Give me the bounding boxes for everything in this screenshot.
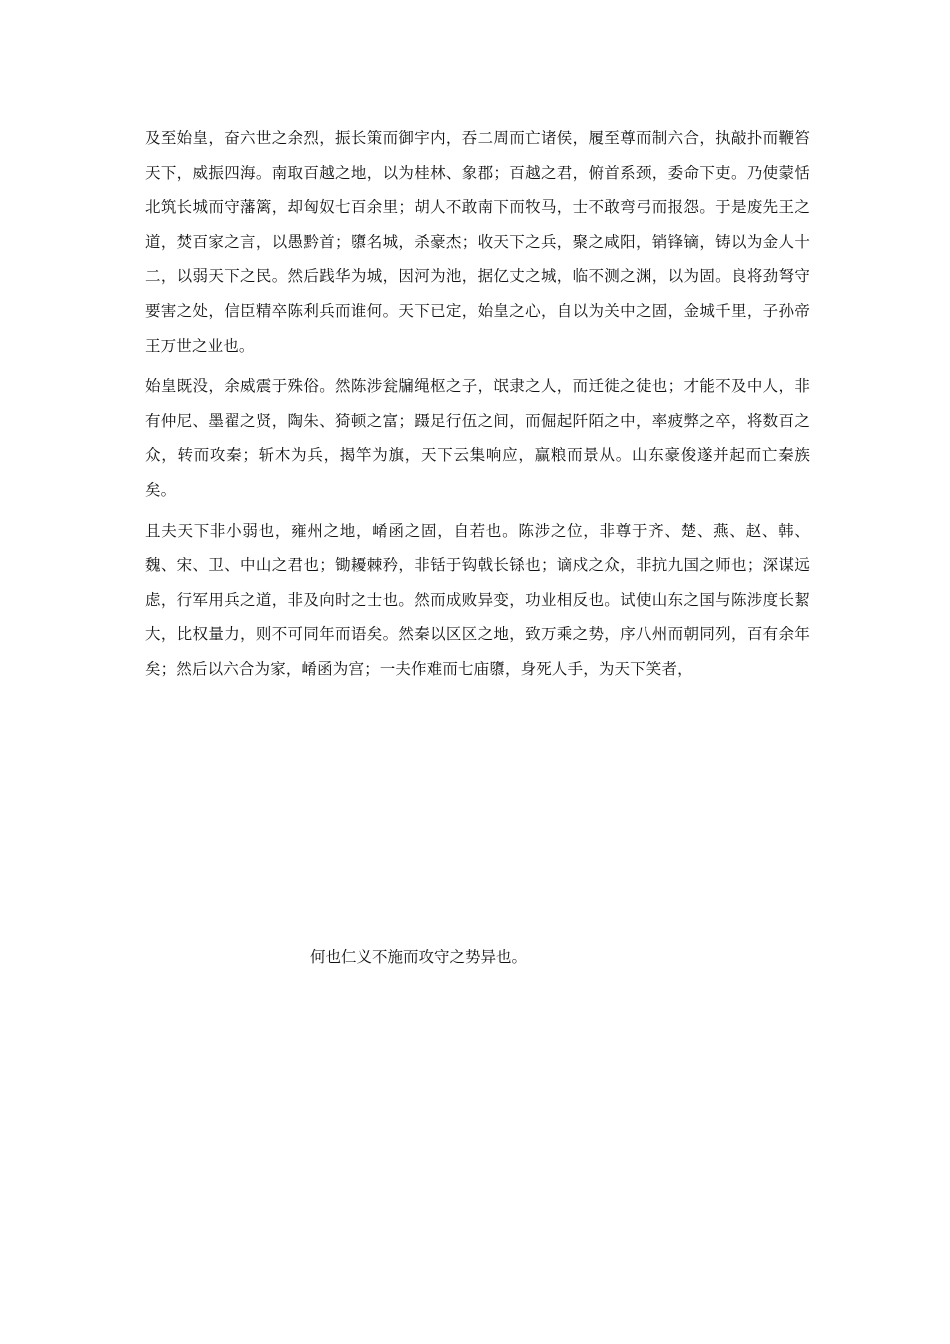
closing-line: 何也仁义不施而攻守之势异也。: [310, 948, 528, 966]
paragraph-2: 始皇既没，余威震于殊俗。然陈涉瓮牖绳枢之子，氓隶之人，而迁徙之徒也；才能不及中人，非有仲尼、墨翟之贤，陶朱、猗顿之富；蹑足行伍之间，而倔起阡陌之中，率疲弊之卒，将数百之众，转而攻秦；斩木为兵，揭竿为旗，天下云集响应，赢粮而景从。山东豪俊遂并起而亡秦族矣。: [145, 377, 810, 499]
document-body: [145, 121, 810, 687]
paragraph-1: 及至始皇，奋六世之余烈，振长策而御宇内，吞二周而亡诸侯，履至尊而制六合，执敲扑而鞭笞天下，威振四海。南取百越之地，以为桂林、象郡；百越之君，俯首系颈，委命下吏。乃使蒙恬北筑长城而守藩篱，却匈奴七百余里；胡人不敢南下而牧马，士不敢弯弓而报怨。于是废先王之道，焚百家之言，以愚黔首；隳名城，杀豪杰；收天下之兵，聚之咸阳，销锋镝，铸以为金人十二，以弱天下之民。然后践华为城，因河为池，据亿丈之城，临不测之渊，以为固。良将劲弩守要害之处，信臣精卒陈利兵而谁何。天下已定，始皇之心，自以为关中之固，金城千里，子孙帝王万世之业也。: [145, 129, 810, 355]
paragraph-3: 且夫天下非小弱也，雍州之地，崤函之固，自若也。陈涉之位，非尊于齐、楚、燕、赵、韩、魏、宋、卫、中山之君也；锄耰棘矜，非铦于钩戟长铩也；谪戍之众，非抗九国之师也；深谋远虑，行军用兵之道，非及向时之士也。然而成败异变，功业相反也。试使山东之国与陈涉度长絜大，比权量力，则不可同年而语矣。然秦以区区之地，致万乘之势，序八州而朝同列，百有余年矣；然后以六合为家，崤函为宫；一夫作难而七庙隳，身死人手，为天下笑者，: [145, 521, 810, 678]
